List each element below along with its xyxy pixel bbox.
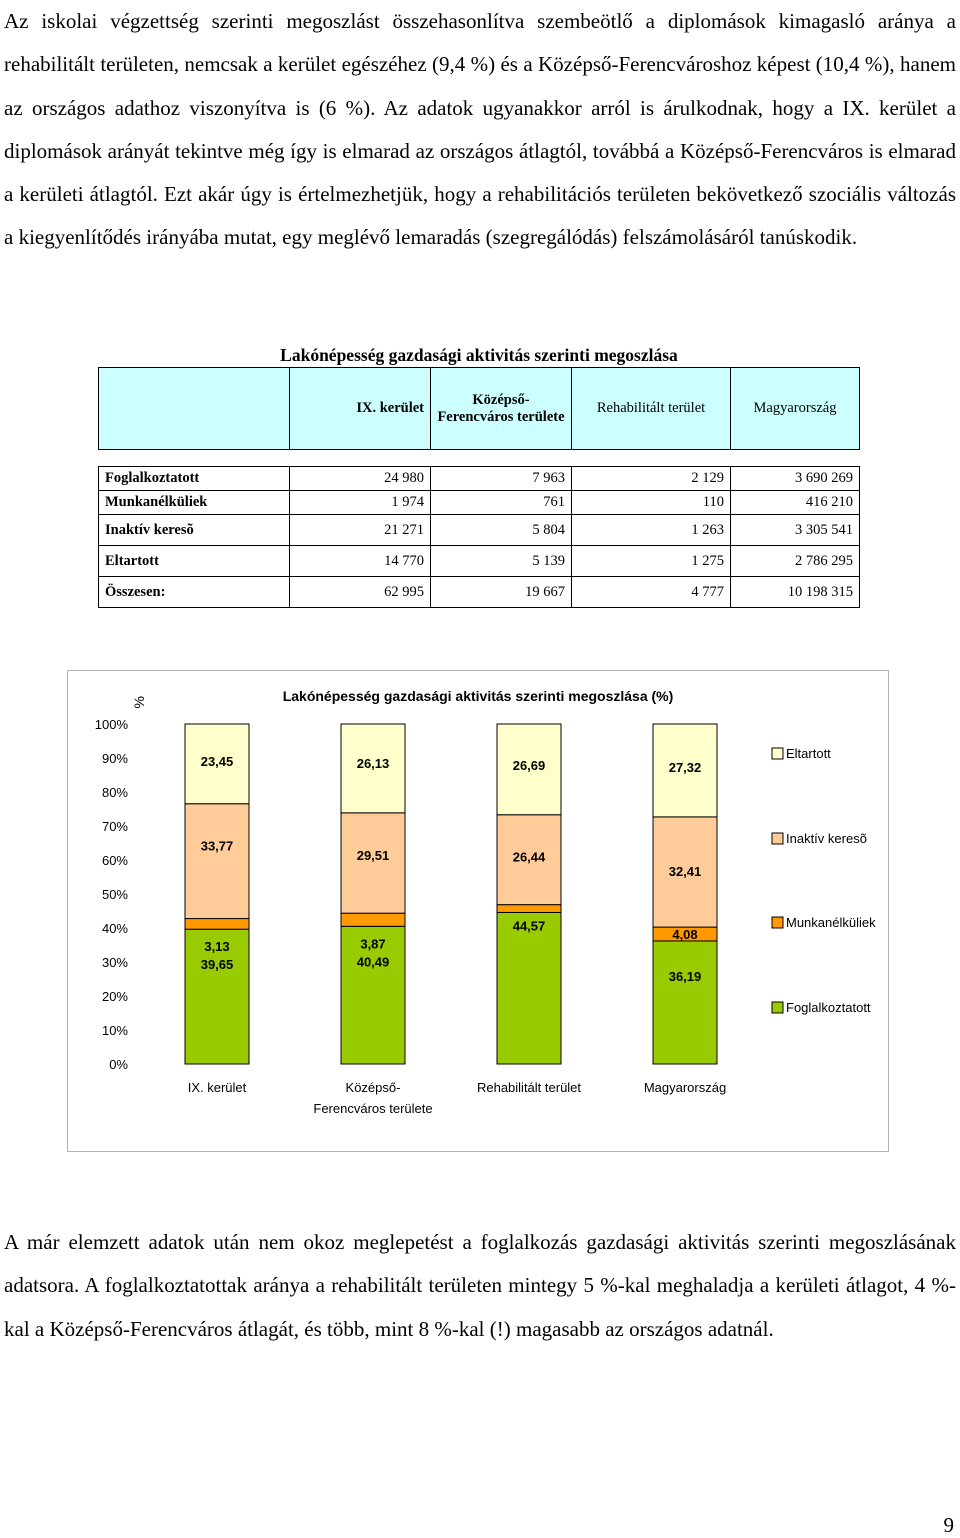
table-cell: 1 263 [572,515,731,546]
y-tick-label: 80% [101,785,128,800]
table-cell: 2 129 [572,467,731,491]
y-tick-label: 50% [101,887,128,902]
table-cell: 2 786 295 [731,546,860,577]
data-label: 3,87 [360,936,386,952]
column-header: Rehabilitált terület [572,368,731,450]
x-category-label: Középső- [345,1080,401,1095]
x-category-label: Magyarország [643,1080,727,1095]
table-cell: 21 271 [290,515,431,546]
chart-canvas [68,671,888,1151]
table-cell: 3 305 541 [731,515,860,546]
table-spacer-row [99,450,860,467]
intro-paragraph: Az iskolai végzettség szerinti megoszlást összehasonlítva szembeötlő a diplomások kimagasló aránya a rehabilitált területen, nemcsak a kerület egészéhez (9,4 %) és a Középső-Ferencvároshoz képest (10,4 %), hanem az országos adathoz viszonyítva is (6 %). Az adatok ugyanakkor arról is árulkodnak, hogy a IX. kerület a diplomások arányát tekintve még így is elmarad az országos átlagtól, továbbá a Középső-Ferencváros is elmarad a kerületi átlagtól. Ezt akár úgy is értelmezhetjük, hogy a rehabilitációs területen bekövetkező szociális változás a kiegyenlítődés irányába mutat, egy meglévő lemaradás (szegregálódás) felszámolásáról tanúskodik. [4,9,956,250]
data-label: 3,13 [204,939,230,955]
data-label: 26,69 [512,758,546,773]
bar-segment [341,913,405,926]
data-label: 26,44 [512,849,546,865]
table-cell: 7 963 [431,467,572,491]
y-tick-label: 60% [101,853,128,868]
legend-swatch [772,1002,783,1013]
bar-segment [497,905,561,913]
row-label: Munkanélküliek [99,491,290,515]
legend-label: Foglalkoztatott [786,1000,871,1015]
table-row [99,577,860,608]
y-tick-label: 100% [94,717,128,732]
stacked-bar-chart [67,670,889,1152]
data-label: 27,32 [668,760,702,775]
table-cell: 5 139 [431,546,572,577]
data-label: 32,41 [668,863,702,879]
data-label: 23,45 [200,754,234,769]
legend-swatch [772,833,783,844]
legend-swatch [772,917,783,928]
table-cell: 14 770 [290,546,431,577]
table-cell: 10 198 315 [731,577,860,608]
data-label: 26,13 [356,756,390,771]
y-tick-label: 40% [101,921,128,936]
table-cell: 24 980 [290,467,431,491]
table-title: Lakónépesség gazdasági aktivitás szerinti megoszlása [280,345,678,365]
legend-label: Inaktív keresõ [786,831,867,846]
legend-swatch [772,748,783,759]
outro-paragraph: A már elemzett adatok után nem okoz meglepetést a foglalkozás gazdasági aktivitás szerinti megoszlásának adatsora. A foglalkoztatottak aránya a rehabilitált területen mintegy 5 %-kal meghaladja a kerületi átlagot, 4 %-kal a Középső-Ferencváros átlagát, és több, mint 8 %-kal (!) magasabb az országos adatnál. [4,1230,956,1341]
table-row [99,491,860,515]
table-row [99,546,860,577]
data-label: 40,49 [356,954,390,970]
data-label: 36,19 [668,968,702,984]
legend-label: Eltartott [786,746,831,761]
y-tick-label: 0% [109,1057,128,1072]
data-label: 29,51 [356,847,390,863]
table-cell: 4 777 [572,577,731,608]
table-header-row [99,368,860,450]
data-label: 44,57 [512,918,546,934]
x-category-label: Rehabilitált terület [476,1080,582,1095]
data-label: 4,08 [672,927,698,943]
table-cell: 5 804 [431,515,572,546]
legend-label: Munkanélküliek [786,915,876,930]
y-tick-label: 10% [101,1023,128,1038]
table-cell: 110 [572,491,731,515]
data-label: 33,77 [200,838,234,854]
table-corner-cell [99,368,290,450]
y-tick-label: 90% [101,751,128,766]
y-tick-label: 70% [101,819,128,834]
table-row [99,467,860,491]
table-cell: 761 [431,491,572,515]
table-cell: 1 974 [290,491,431,515]
table-row [99,515,860,546]
bar-segment [497,912,561,1064]
y-axis-label: % [131,696,147,709]
data-label: 39,65 [200,957,234,973]
population-activity-table [98,367,860,608]
row-label: Foglalkoztatott [99,467,290,491]
column-header: Magyarország [731,368,860,450]
bar-segment [185,919,249,930]
x-category-label: Ferencváros területe [313,1101,433,1116]
row-label: Összesen: [99,577,290,608]
y-tick-label: 20% [101,989,128,1004]
x-category-label: IX. kerület [187,1080,247,1095]
row-label: Inaktív keresõ [99,515,290,546]
table-cell: 3 690 269 [731,467,860,491]
table-cell: 62 995 [290,577,431,608]
bar-segment [653,941,717,1064]
table-cell: 416 210 [731,491,860,515]
page-number: 9 [943,1513,954,1537]
bar-segment [185,804,249,919]
column-header: Középső-Ferencváros területe [431,368,572,450]
chart-title: Lakónépesség gazdasági aktivitás szerinti megoszlása (%) [282,688,674,704]
y-tick-label: 30% [101,955,128,970]
row-label: Eltartott [99,546,290,577]
table-cell: 1 275 [572,546,731,577]
bar-segment [341,813,405,913]
table-cell: 19 667 [431,577,572,608]
column-header: IX. kerület [290,368,431,450]
